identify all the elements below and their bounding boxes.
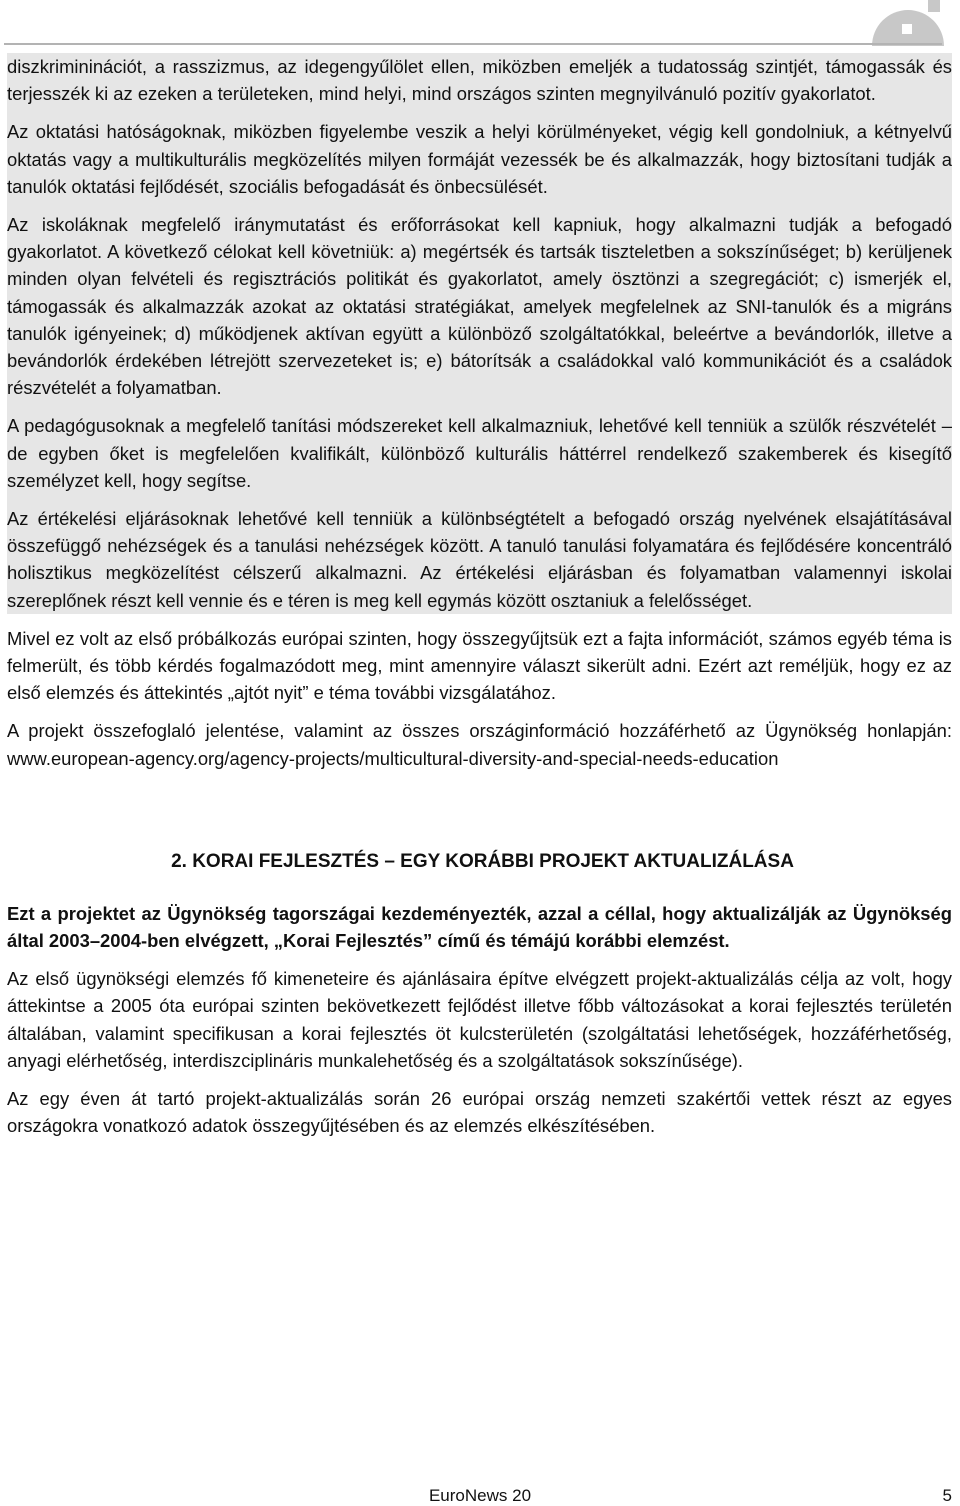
highlighted-block <box>7 53 952 614</box>
header-rule <box>4 43 942 45</box>
paragraph: Mivel ez volt az első próbálkozás európai szinten, hogy összegyűjtsük ezt a fajta információt, számos egyéb téma is felmerült, és több kérdés fogalmazódott meg, mint amennyire választ sikerült adni. Ezért azt reméljük, hogy ez az első elemzés és áttekintés „ajtót nyit” e téma további vizsgálatához. <box>7 627 952 704</box>
paragraph: A projekt összefoglaló jelentése, valamint az összes országinformáció hozzáférhető az Ügynökség honlapján: www.european-agency.org/agency-projects/multicultural-diversity-and-special-needs-education <box>7 720 952 769</box>
paragraph: diszkrimininációt, a rasszizmus, az idegengyűlölet ellen, miközben emeljék a tudatosság szintjét, támogassák és terjesszék ki az ezeken a területeken, mind helyi, mind országos szinten megnyilvánuló pozitív gyakorlatot. <box>7 56 952 105</box>
section-lead: Ezt a projektet az Ügynökség tagországai kezdeményezték, azzal a céllal, hogy aktualizálják az Ügynökség által 2003–2004-ben elvégzett, „Korai Fejlesztés” című és témájú korábbi elemzést. <box>7 902 952 952</box>
page-content <box>7 53 952 1140</box>
agency-logo <box>868 0 948 46</box>
page-number: 5 <box>942 1486 952 1505</box>
paragraph: Az értékelési eljárásoknak lehetővé kell tenniük a különbségtételt a befogadó ország nyelvének elsajátításával összefüggő nehézségek és a tanulási nehézségek között. A tanuló tanulási folyamatára és fejlődésére koncentráló holisztikus megközelítést célszerű alkalmazni. Az értékelési eljárásban és folyamatban valamennyi iskolai szereplőnek részt kell vennie és e téren is meg kell egymás között osztaniuk a felelősséget. <box>7 508 952 611</box>
section-heading: 2. KORAI FEJLESZTÉS – EGY KORÁBBI PROJEKT AKTUALIZÁLÁSA <box>171 850 794 872</box>
footer-title: EuroNews 20 <box>428 1486 532 1505</box>
paragraph: Az iskoláknak megfelelő iránymutatást és erőforrásokat kell kapniuk, hogy alkalmazni tudják a befogadó gyakorlatot. A következő célokat kell követniük: a) megértsék és tartsák tiszteletben a sokszínűséget; b) kerüljenek minden olyan felvételi és regisztrációs politikát és gyakorlatot, amely ösztönzi a szegregációt; c) ismerjék el, támogassák és alkalmazzák azokat az oktatási stratégiákat, amelyek megfelelnek az SNI-tanulók és a migráns tanulók igényeinek; d) működjenek aktívan együtt a különböző szolgáltatókkal, beleértve a bevándorlók, illetve a bevándorlók érdekében létrejött szervezeteket is; e) bátorítsák a családokkal való kommunikációt és a családok részvételét a folyamatban. <box>7 214 952 399</box>
paragraph: A pedagógusoknak a megfelelő tanítási módszereket kell alkalmazniuk, lehetővé kell tenniük a szülők részvételét – de egyben őket is megfelelően kvalifikált, különböző kulturális háttérrel rendelkező szakemberek és kisegítő személyzet kell, hogy segítse. <box>7 415 952 491</box>
paragraph: Az első ügynökségi elemzés fő kimeneteire és ajánlásaira építve elvégzett projekt-aktualizálás célja az volt, hogy áttekintse a 2005 óta európai szinten bekövetkezett fejlődést illetve főbb változásokat a korai fejlesztés területén általában, valamint specifikusan a korai fejlesztés öt kulcsterületén (szolgáltatási lehetőségek, hozzáférhetőség, anyagi elérhetőség, interdiszciplináris munkalehetőség és a szolgáltatások sokszínűsége). <box>7 968 952 1071</box>
paragraph: Az oktatási hatóságoknak, miközben figyelembe veszik a helyi körülményeket, végig kell gondolniuk, a kétnyelvű oktatás vagy a multikulturális megközelítés milyen formáját vezessék be és alkalmazzák, hogy biztosítani tudják a tanulók oktatási fejlődését, szociális befogadását és önbecsülését. <box>7 121 952 197</box>
paragraph: Az egy éven át tartó projekt-aktualizálás során 26 európai ország nemzeti szakértői vettek részt az egyes országokra vonatkozó adatok összegyűjtésében és az elemzés elkészítésében. <box>7 1088 952 1137</box>
